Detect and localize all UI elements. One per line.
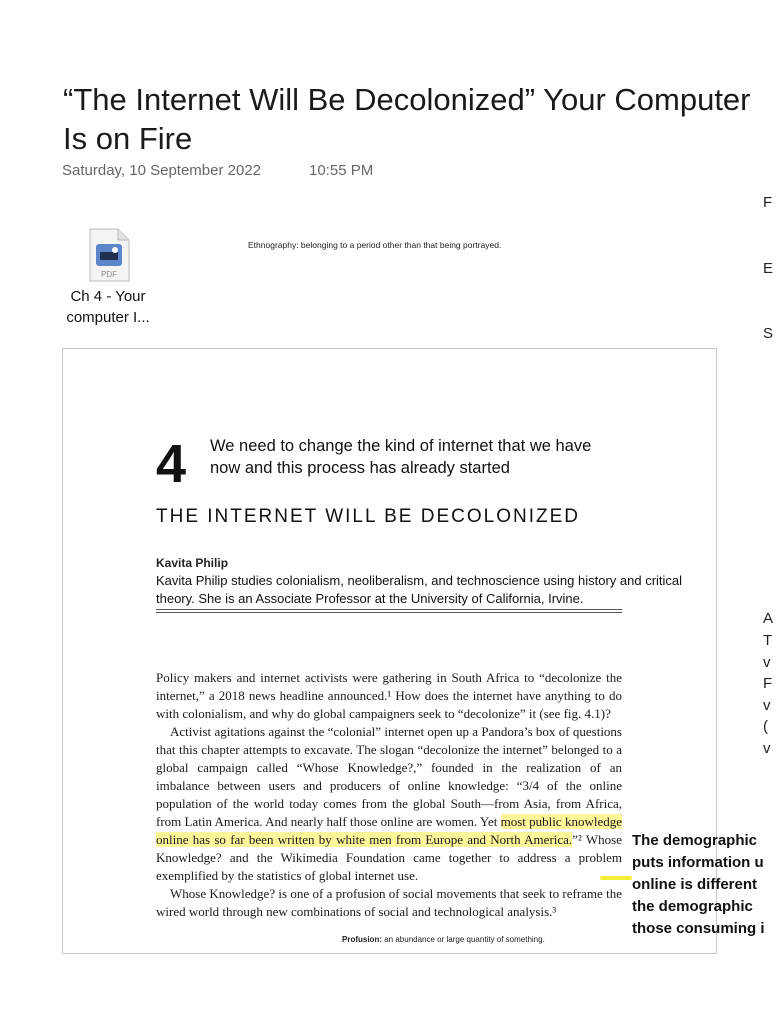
note-line: those consuming i — [632, 920, 765, 937]
note-title[interactable]: “The Internet Will Be Decolonized” Your Computer Is on Fire — [63, 82, 760, 156]
chapter-number: 4 — [156, 434, 187, 494]
chapter-title: THE INTERNET WILL BE DECOLONIZED — [156, 506, 580, 527]
edge-letter: E — [763, 260, 774, 277]
body-text: Activist agitations against the “colonial” internet open up a Pandora’s box of questions that this chapter attempts to excavate. The slogan “decolonize the internet” belonged to a global campaign called “Whose Knowledge?,” founded in the realization of an imbalance between users and producers of online knowledge: “3/4 of the online population of the world today comes from the global South—from Asia, from Africa, from Latin America. And nearly half those online are women. Yet — [156, 724, 622, 829]
edge-letter: ( — [763, 718, 768, 735]
profusion-label: Profusion: — [342, 935, 382, 944]
edge-letter: T — [763, 632, 773, 649]
note-date: Saturday, 10 September 2022 — [62, 162, 262, 179]
ink-underline — [600, 876, 632, 880]
note-line: The demographic — [632, 832, 758, 849]
pdf-page-printout[interactable] — [62, 348, 717, 954]
edge-letter: v — [763, 740, 771, 757]
divider — [156, 612, 622, 613]
chapter-body — [156, 669, 622, 921]
ethnography-note: Ethnography: belonging to a period other than that being portrayed. — [248, 240, 502, 250]
attachment-name[interactable]: Ch 4 - Your computer I... — [66, 288, 150, 326]
pdf-attachment[interactable] — [58, 228, 158, 328]
edge-letter: S — [763, 325, 774, 342]
note-line: puts information u — [632, 854, 764, 871]
chapter-tagline: We need to change the kind of internet that we have now and this process has already started — [210, 437, 592, 477]
note-line: the demographic — [632, 898, 753, 915]
author-name: Kavita Philip — [156, 556, 229, 570]
profusion-note — [342, 935, 545, 944]
note-time: 10:55 PM — [309, 162, 374, 179]
edge-letter: v — [763, 654, 771, 671]
body-text: ”² Whose Knowledge? and the Wikimedia Foundation came together to address a problem exemplified by the statistics of global internet use. — [156, 832, 622, 883]
author-bio: Kavita Philip studies colonialism, neoliberalism, and technoscience using history and critical theory. She is an Associate Professor at the University of California, Irvine. — [156, 573, 683, 606]
edge-letter: F — [763, 675, 773, 692]
pdf-type-label: PDF — [101, 270, 117, 279]
body-paragraph: Policy makers and internet activists were gathering in South Africa to “decolonize the internet,” a 2018 news headline announced.¹ How does the internet have anything to do with colonialism, and why do global campaigners seek to “decolonize” it (see fig. 4.1)? — [156, 670, 622, 721]
handwritten-note — [632, 830, 772, 940]
edge-letter: v — [763, 697, 771, 714]
highlighted-text: most public knowledge online has so far been written by white men from Europe and North America. — [156, 814, 622, 847]
body-paragraph — [156, 723, 622, 885]
body-paragraph: Whose Knowledge? is one of a profusion of social movements that seek to reframe the wired world through new combinations of social and technological analysis.³ — [156, 886, 622, 919]
profusion-definition: an abundance or large quantity of something. — [384, 935, 545, 944]
edge-letter: F — [763, 194, 773, 211]
divider — [156, 609, 622, 610]
edge-letter: A — [763, 610, 774, 627]
note-line: online is different — [632, 876, 758, 893]
pdf-file-icon — [86, 228, 130, 282]
